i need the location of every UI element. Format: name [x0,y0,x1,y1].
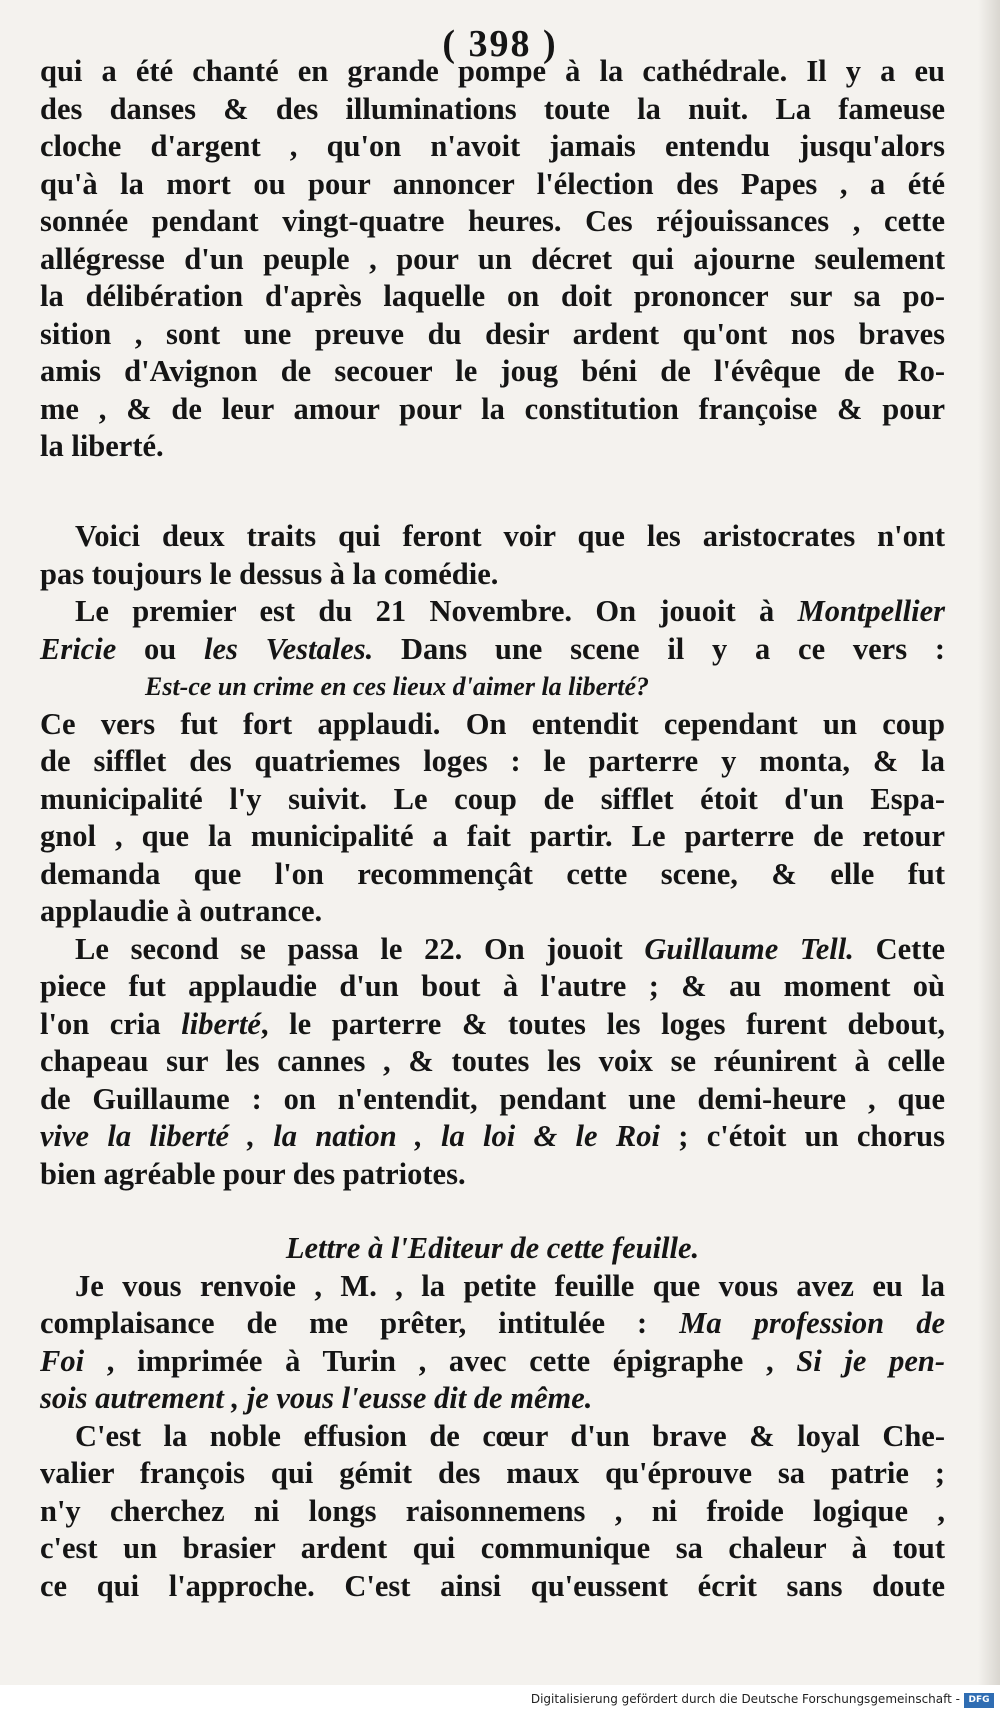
text-line: cloche d'argent , qu'on n'avoit jamais entendu jusqu'alors [40,129,945,163]
first-anecdote-line: applaudie à outrance. [40,894,323,928]
text-line: allégresse d'un peuple , pour un décret qui ajourne seulement [40,241,945,276]
letter-line: c'est un brasier ardent qui communique sa chaleur à tout [40,1531,945,1565]
text-line: sition , sont une preuve du desir ardent qu'ont nos braves [40,316,945,351]
letter-line: complaisance de me prêter, intitulée : Ma profession de [40,1306,945,1340]
text-line: qui a été chanté en grande pompe à la cathédrale. Il y a eu [40,54,945,88]
text-line: amis d'Avignon de secouer le joug béni de l'évêque de Ro- [40,354,945,388]
intro-line: Voici deux traits qui feront voir que les aristocrates n'ont [75,519,945,553]
second-anecdote-line: chapeau sur les cannes , & toutes les voix se réunirent à celle [40,1044,945,1078]
second-anecdote-line: piece fut applaudie d'un bout à l'autre ; & au moment où [40,969,945,1003]
quoted-verse: Est-ce un crime en ces lieux d'aimer la liberté? [145,672,650,701]
first-anecdote-line: gnol , que la municipalité a fait partir. Le parterre de retour [40,819,945,853]
digitization-footer [0,1685,1000,1715]
text-line: qu'à la mort ou pour annoncer l'élection des Papes , a été [40,166,945,201]
play-title: les Vestales. [204,631,374,666]
play-title: Guillaume Tell. [644,931,854,966]
text-line: me , & de leur amour pour la constitution françoise & pour [40,391,945,426]
first-anecdote-line: Ce vers fut fort applaudi. On entendit cependant un coup [40,706,945,741]
second-anecdote-line: vive la liberté , la nation , la loi & le Roi ; c'étoit un chorus [40,1119,945,1153]
second-anecdote-line: Le second se passa le 22. On jouoit Guillaume Tell. Cette [75,931,946,966]
play-title: Ericie [40,631,117,666]
letter-line: C'est la noble effusion de cœur d'un brave & loyal Che- [75,1418,945,1453]
avignon-paragraph [40,53,945,466]
second-anecdote-line: de Guillaume : on n'entendit, pendant une demi-heure , que [40,1081,945,1116]
first-anecdote-line: de sifflet des quatriemes loges : le parterre y monta, & la [40,744,945,778]
letter-line: sois autrement , je vous l'eusse dit de même. [40,1381,593,1415]
letter-line: n'y cherchez ni longs raisonnemens , ni froide logique , [40,1493,945,1528]
letter-to-editor [40,1230,945,1605]
page-number: ( 398 ) [442,23,558,65]
second-anecdote-line: l'on cria liberté, le parterre & toutes les loges furent debout, [40,1006,945,1041]
letter-line: Foi , imprimée à Turin , avec cette épigraphe , Si je pen- [40,1343,945,1378]
letter-line: valier françois qui gémit des maux qu'éprouve sa patrie ; [40,1456,945,1490]
text-line: la délibération d'après laquelle on doit prononcer sur sa po- [40,279,945,313]
first-anecdote-line: municipalité l'y suivit. Le coup de sifflet étoit d'un Espa- [40,781,945,816]
intro-line: pas toujours le dessus à la comédie. [40,556,499,591]
text-line: la liberté. [40,429,164,463]
letter-heading: Lettre à l'Editeur de cette feuille. [285,1231,700,1265]
page-edge-shadow [978,0,1000,1685]
letter-line: ce qui l'approche. C'est ainsi qu'eussent écrit sans doute [40,1568,945,1603]
text-line: sonnée pendant vingt-quatre heures. Ces réjouissances , cette [40,204,945,238]
letter-line: Je vous renvoie , M. , la petite feuille que vous avez eu la [75,1268,945,1303]
dfg-logo: DFG [964,1693,994,1708]
first-anecdote-line: Ericie ou les Vestales. Dans une scene il y a ce vers : [40,631,946,666]
first-anecdote-line: Le premier est du 21 Novembre. On jouoit à Montpellier [75,594,945,628]
second-anecdote-line: bien agréable pour des patriotes. [40,1156,466,1191]
theatre-article [40,518,945,1193]
first-anecdote-line: demanda que l'on recommençât cette scene, & elle fut [40,856,945,891]
footer-credit: Digitalisierung gefördert durch die Deutsche Forschungsgemeinschaft - [530,1692,960,1706]
text-line: des danses & des illuminations toute la nuit. La fameuse [40,91,945,126]
play-title: Montpellier [797,594,945,628]
